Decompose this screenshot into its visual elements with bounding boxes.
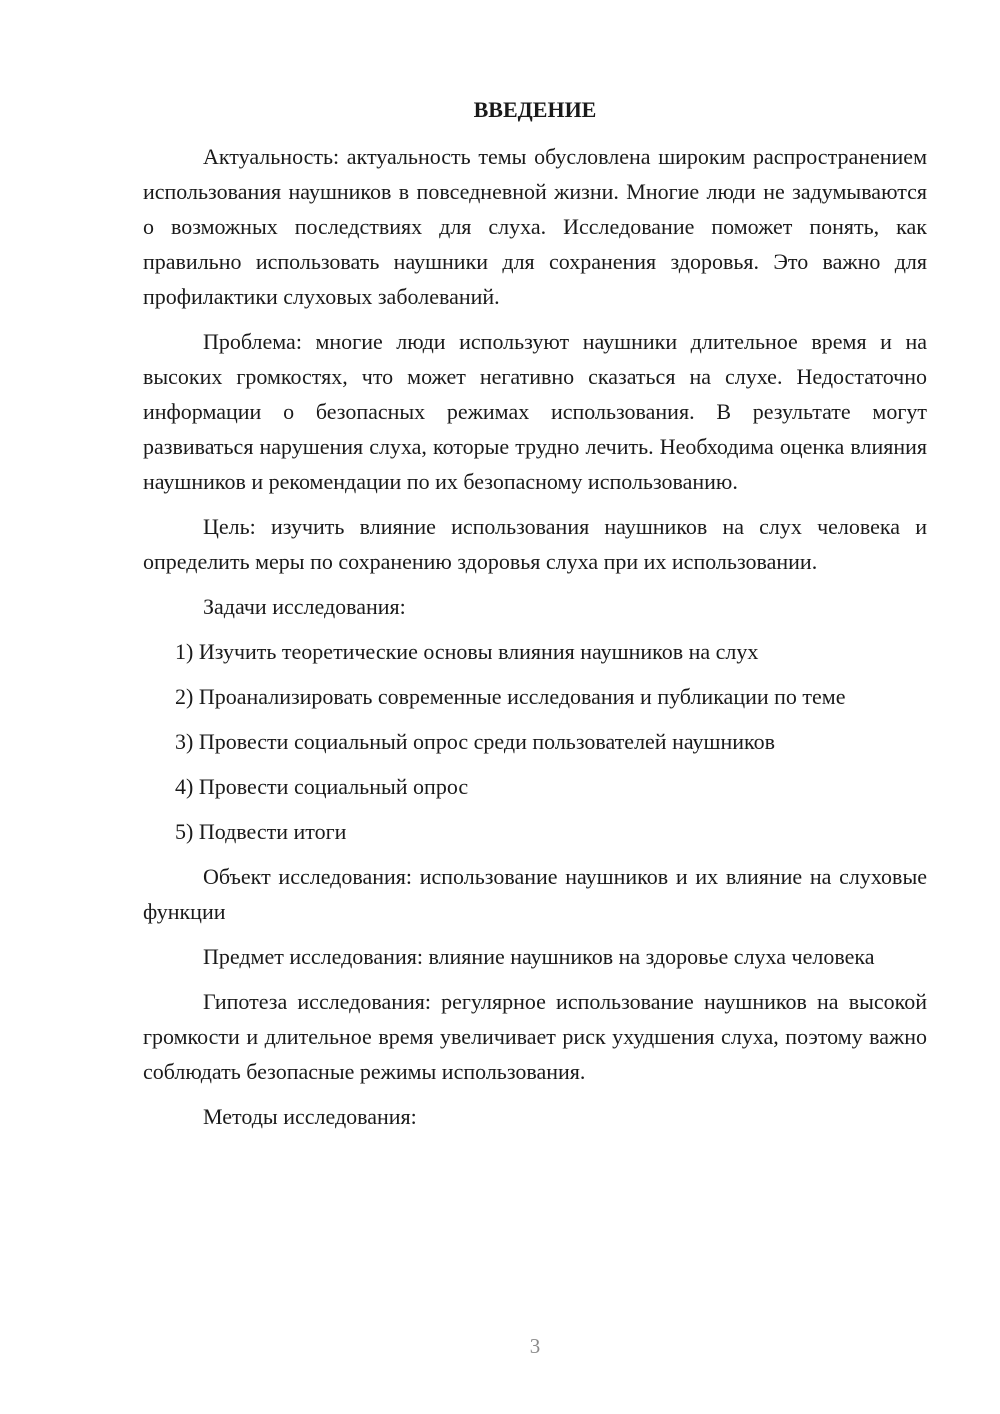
task-item: 3) Провести социальный опрос среди пользователей наушников — [175, 729, 775, 754]
subject-paragraph: Предмет исследования: влияние наушников на здоровье слуха человека — [203, 944, 875, 969]
tasks-heading: Задачи исследования: — [203, 594, 406, 619]
methods-heading: Методы исследования: — [203, 1104, 417, 1129]
relevance-paragraph: Актуальность: актуальность темы обусловлена широким распространением использования наушников в повседневной жизни. Многие люди не задумываются о возможных последствиях для слуха. Исследование поможет понять, как правильно использовать наушники для сохранения здоровья. Это важно для профилактики слуховых заболеваний. — [143, 144, 927, 309]
goal-paragraph: Цель: изучить влияние использования наушников на слух человека и определить меры по сохранению здоровья слуха при их использовании. — [143, 514, 927, 574]
object-paragraph: Объект исследования: использование наушников и их влияние на слуховые функции — [143, 864, 927, 924]
task-item: 2) Проанализировать современные исследования и публикации по теме — [175, 684, 846, 709]
section-heading: ВВЕДЕНИЕ — [473, 97, 597, 122]
task-item: 5) Подвести итоги — [175, 819, 347, 844]
hypothesis-paragraph: Гипотеза исследования: регулярное использование наушников на высокой громкости и длительное время увеличивает риск ухудшения слуха, поэтому важно соблюдать безопасные режимы использования. — [143, 989, 927, 1084]
page-content — [143, 96, 927, 1144]
task-item: 1) Изучить теоретические основы влияния наушников на слух — [175, 639, 759, 664]
page-number: 3 — [529, 1334, 541, 1358]
task-item: 4) Провести социальный опрос — [175, 774, 469, 799]
problem-paragraph: Проблема: многие люди используют наушники длительное время и на высоких громкостях, что может негативно сказаться на слухе. Недостаточно информации о безопасных режимах использования. В результате могут развиваться нарушения слуха, которые трудно лечить. Необходима оценка влияния наушников и рекомендации по их безопасному использованию. — [143, 329, 927, 494]
